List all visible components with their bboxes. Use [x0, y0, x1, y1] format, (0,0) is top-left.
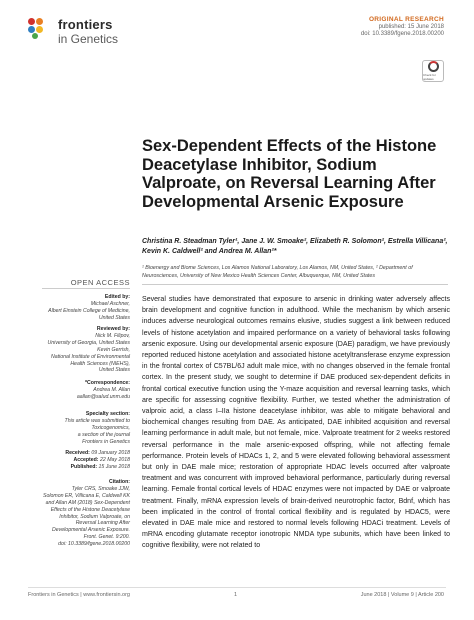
reviewed-by-section: [30, 326, 130, 374]
footer-journal-link[interactable]: Frontiers in Genetics | www.frontiersin.org: [28, 592, 130, 598]
journal-name-line2: in Genetics: [58, 32, 119, 46]
edited-by-label: Edited by:: [104, 294, 130, 300]
published-date-side: 15 June 2018: [98, 463, 130, 470]
accepted-date: 22 May 2018: [100, 456, 130, 463]
article-meta: [361, 16, 444, 39]
reviewer-line: Health Sciences (NIEHS),: [70, 360, 130, 367]
citation-line: Tyler CRS, Smoake JJW,: [71, 485, 130, 492]
specialty-line: Frontiers in Genetics: [82, 438, 130, 445]
dates-section: [30, 450, 130, 471]
header-divider: [142, 284, 448, 285]
citation-line: Solomon ER, Villicana E, Caldwell KK: [43, 492, 130, 499]
citation-line: Effects of the Histone Deacetylase: [50, 506, 130, 513]
editor-line: United States: [98, 314, 130, 321]
corresponding-author: Andrea M. Allan: [93, 386, 130, 393]
corresponding-email-link[interactable]: aallan@salud.unm.edu: [76, 393, 130, 400]
crossmark-icon: [428, 61, 439, 72]
citation-line: Developmental Arsenic Exposure.: [52, 527, 130, 534]
reviewed-by-label: Reviewed by:: [96, 326, 130, 332]
page-number: 1: [234, 592, 238, 598]
author-list: Christina R. Steadman Tyler¹, Jane J. W. Smoake², Elizabeth R. Solomon², Estrella Villicana², Kevin K. Caldwell² and Andrea M. Allan²*: [142, 238, 448, 255]
open-access-label: OPEN ACCESS: [70, 278, 130, 287]
edited-by-section: [30, 294, 130, 322]
doi[interactable]: doi: 10.3389/fgene.2018.00200: [360, 31, 444, 37]
editor-line: Michael Aschner,: [90, 300, 130, 307]
abstract-text: Several studies have demonstrated that exposure to arsenic in drinking water adversely affects brain development and cognitive function in adulthood. While the mechanism by which arsenic induces adverse neurological outcomes remains elusive, studies suggest a link between reduced levels of histone acetylation and impaired performance on a variety of behavioral tasks following arsenic exposure. Using our developmental arsenic exposure (DAE) paradigm, we have previously reported reduced histone acetylation and associated histone acetyltransferase enzyme expression in the frontal cortex of C57BL/6J adult male mice, with no changes observed in the female frontal cortex. In the present study, we sought to determine if DAE produced sex-dependent deficits in frontal cortical executive function using the Y-maze acquisition and reversal learning tasks, which are specific for assessing cognitive flexibility. Further, we tested whether the administration of valproic acid, a class I–IIa histone deacetylase inhibitor, was able to mitigate behavioral and biochemical changes resulting from DAE. As anticipated, DAE inhibited acquisition and reversal learning performance in adult male, but not female, mice. Valproate treatment for 2 weeks restored reversal performance in the male arsenic-exposed offspring, while not affecting female performance. Protein levels of HDACs 1, 2, and 5 were elevated following behavioral assessment but only in DAE male mice; restoration of appropriate HDAC levels occurred after valproate treatment and was concurrent with improved behavioral performance, particularly during reversal learning. Female frontal cortical levels of HDAC enzymes were not impacted by DAE or valproate treatment. Finally, mRNA expression levels of brain-derived neurotrophic factor, Bdnf, which has been implicated in the control of frontal cortical flexibility and is regulated by HDAC5, were elevated in DAE male mice and restored to normal levels following HDACi treatment. Levels of mRNA encoding glutamate receptor ionotropic NMDA type subunits, which have been linked to cognitive flexibility, were not related to: [142, 296, 450, 550]
citation-doi-link[interactable]: doi: 10.3389/fgene.2018.00200: [58, 541, 130, 548]
journal-logo[interactable]: [28, 16, 148, 56]
affiliations: ¹ Bioenergy and Biome Sciences, Los Alamos National Laboratory, Los Alamos, NM, United States, ² Department of Neurosciences, University of New Mexico Health Sciences Center, Albuquerque, NM, United States: [142, 265, 413, 279]
check-updates-label: Check for updates: [423, 73, 436, 81]
specialty-section: [30, 411, 130, 446]
footer-divider: [28, 587, 446, 588]
editor-line: Albert Einstein College of Medicine,: [48, 307, 130, 314]
published-label: Published:: [70, 463, 98, 470]
specialty-line: This article was submitted to: [64, 417, 130, 424]
frontiers-logo-icon: [28, 18, 50, 40]
citation-line: Inhibitor, Sodium Valproate, on: [59, 513, 130, 520]
specialty-line: Toxicogenomics,: [91, 424, 130, 431]
article-title: Sex-Dependent Effects of the Histone Deacetylase Inhibitor, Sodium Valproate, on Reversal Learning After Developmental Arsenic Exposure: [142, 137, 437, 211]
reviewer-line: United States: [98, 367, 130, 374]
specialty-label: Specialty section:: [85, 411, 130, 417]
journal-name-line1: frontiers: [58, 17, 113, 32]
citation-label: Citation:: [108, 479, 130, 485]
citation-line: Front. Genet. 9:200.: [83, 534, 130, 541]
accepted-label: Accepted:: [73, 456, 99, 463]
article-type: ORIGINAL RESEARCH: [368, 16, 444, 23]
reviewer-line: National Institute of Environmental: [50, 353, 130, 360]
reviewer-line: Kevin Gerrish,: [97, 346, 130, 353]
received-label: Received:: [65, 450, 90, 456]
citation-line: Reversal Learning After: [75, 520, 130, 527]
footer-issue-info: June 2018 | Volume 9 | Article 200: [360, 592, 444, 598]
reviewer-line: University of Georgia, United States: [47, 339, 130, 346]
published-date: published: 15 June 2018: [378, 23, 444, 30]
check-for-updates-button[interactable]: [422, 60, 444, 82]
sidebar-divider: [42, 288, 130, 289]
specialty-line: a section of the journal: [77, 431, 130, 438]
correspondence-label: *Correspondence:: [85, 380, 130, 386]
correspondence-section: [30, 380, 130, 401]
citation-line: and Allan AM (2018) Sex-Dependent: [45, 499, 130, 506]
reviewer-line: Nick M. Filipov,: [95, 332, 130, 339]
received-date: 09 January 2018: [91, 450, 130, 456]
citation-section: [30, 479, 130, 548]
